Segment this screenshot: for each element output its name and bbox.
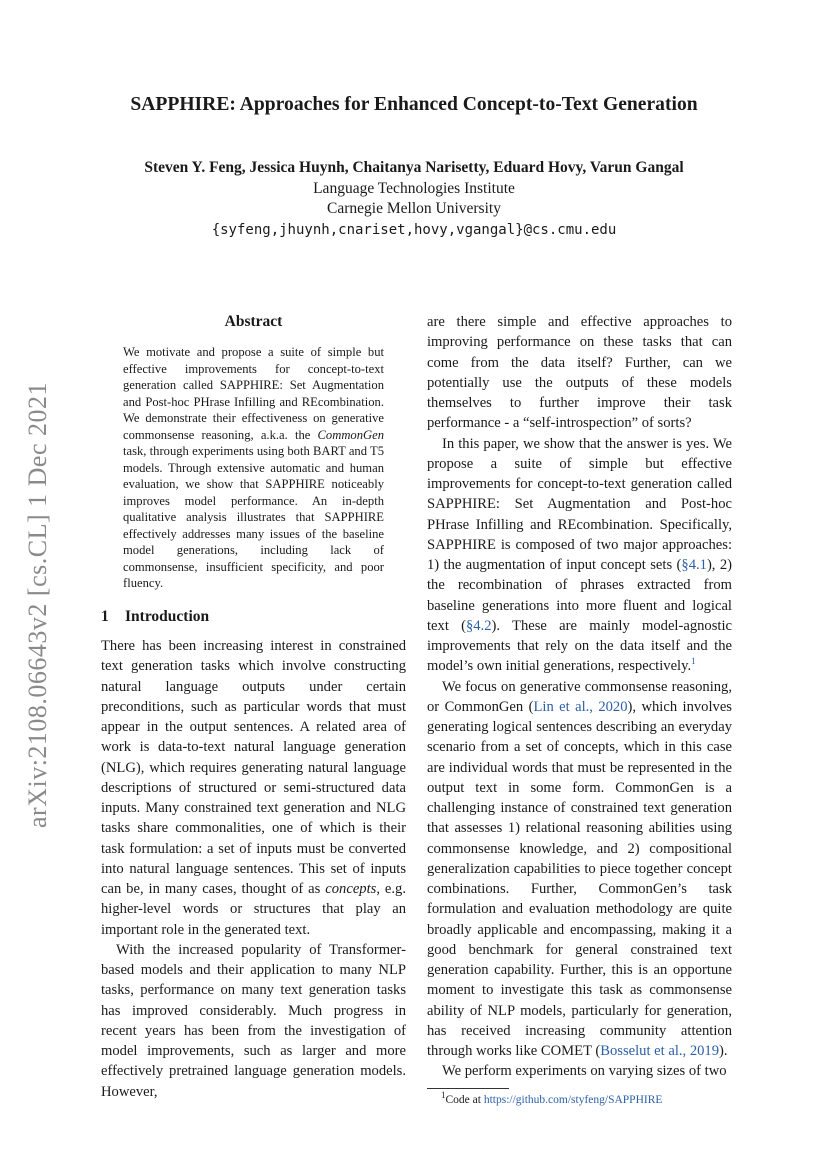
paragraph-text: ). These are mainly model-agnostic improvements that rely on the data itself and the model’s own initial generations, respectively. bbox=[427, 617, 732, 675]
abstract-text-part: task, through experiments using both BART and T5 models. Through extensive automatic and human evaluation, we show that SAPPHIRE noticeably improves model performance. An in-depth qualitative analysis illustrates that SAPPHIRE effectively addresses many issues of the baseline model generations, including lack of commonsense, insufficient specificity, and poor fluency. bbox=[123, 444, 384, 591]
arxiv-identifier-stamp bbox=[13, 376, 63, 834]
section-title: Introduction bbox=[125, 607, 210, 625]
intro-paragraph-2: With the increased popularity of Transformer-based models and their application to many NLP tasks, performance on many text generation tasks has improved considerably. Much progress in recent years has been from the investigation of model improvements, such as larger and more effectively pretrained language generation models. However, bbox=[101, 941, 406, 1100]
intro-paragraph-3 bbox=[427, 434, 732, 677]
intro-paragraph-4 bbox=[427, 677, 732, 1062]
right-column bbox=[427, 312, 732, 1107]
paragraph-text: ), 2) the recombination of phrases extracted from baseline generations into more fluent and logical text ( bbox=[427, 557, 732, 634]
abstract-text bbox=[123, 344, 384, 592]
paragraph-text: We focus on generative commonsense reasoning, or CommonGen ( bbox=[427, 678, 732, 715]
abstract-text-part: We motivate and propose a suite of simple but effective improvements for concept-to-text generation called SAPPHIRE: Set Augmentation and Post-hoc PHrase Infilling and REcombination. We demonstrate their effectiveness on generative commonsense reasoning, a.k.a. the bbox=[123, 345, 384, 442]
citation-lin-2020-link[interactable]: Lin et al., 2020 bbox=[533, 698, 628, 715]
paragraph-text: ), which involves generating logical sentences describing an everyday scenario from a set of concepts, which in this case are individual words that must be represented in the output text in some form. CommonGen is a challenging instance of constrained text generation that assesses 1) relational reasoning abilities using commonsense knowledge, and 2) compositional generalization capabilities to piece together concept combinations. Further, CommonGen’s task formulation and evaluation methodology are quite broadly applicable and encompassing, making it a good benchmark for general constrained text generation capability. Further, this is an opportune moment to investigate this task as commonsense ability of NLP models, particularly for generation, has received increasing community attention through works like COMET ( bbox=[427, 698, 732, 1059]
author-block bbox=[60, 158, 768, 240]
section-number: 1 bbox=[101, 607, 109, 625]
paragraph-text: ). bbox=[719, 1043, 728, 1059]
section-ref-4-2-link[interactable]: §4.2 bbox=[466, 617, 492, 634]
footnote-1 bbox=[427, 1089, 732, 1107]
paper-title: SAPPHIRE: Approaches for Enhanced Concept-to-Text Generation bbox=[130, 94, 698, 115]
left-column bbox=[101, 312, 406, 1102]
section-heading-introduction bbox=[101, 607, 406, 627]
author-email: {syfeng,jhuynh,cnariset,hovy,vgangal}@cs.cmu.edu bbox=[211, 221, 617, 238]
citation-bosselut-2019-link[interactable]: Bosselut et al., 2019 bbox=[600, 1043, 720, 1059]
author-institute: Language Technologies Institute bbox=[313, 179, 515, 197]
arxiv-identifier-text: arXiv:2108.06643v2 [cs.CL] 1 Dec 2021 bbox=[23, 382, 53, 828]
footnote-divider bbox=[427, 1088, 509, 1089]
author-university: Carnegie Mellon University bbox=[327, 200, 501, 217]
intro-paragraph-5: We perform experiments on varying sizes of two bbox=[442, 1063, 727, 1080]
paragraph-text: , e.g. higher-level words or structures that play an important role in the generated text. bbox=[101, 881, 406, 938]
footnote-text: Code at bbox=[445, 1093, 484, 1106]
paragraph-text: In this paper, we show that the answer is yes. We propose a suite of simple but effective improvements for concept-to-text generation called SAPPHIRE: Set Augmentation and Post-hoc PHrase Infilling and REcombination. Specifically, SAPPHIRE is composed of two major approaches: 1) the augmentation of input concept sets ( bbox=[427, 435, 732, 573]
footnote-code-link[interactable]: https://github.com/styfeng/SAPPHIRE bbox=[483, 1093, 663, 1106]
section-ref-4-1-link[interactable]: §4.1 bbox=[681, 557, 707, 573]
author-names: Steven Y. Feng, Jessica Huynh, Chaitanya Narisetty, Eduard Hovy, Varun Gangal bbox=[144, 159, 684, 176]
emphasis-text: concepts bbox=[325, 881, 377, 897]
abstract-task-name: CommonGen bbox=[317, 427, 384, 442]
paragraph-text: There has been increasing interest in constrained text generation tasks which involve constructing natural language outputs under certain preconditions, such as particular words that must appear in the output sentences. A related area of work is data-to-text natural language generation (NLG), which requires generating natural language descriptions of structured or semi-structured data inputs. Many constrained text generation and NLG tasks share commonalities, one of which is their task formulation: a set of inputs must be converted into natural language sentences. This set of inputs can be, in many cases, thought of as bbox=[101, 638, 406, 897]
intro-paragraph-1 bbox=[101, 636, 406, 940]
footnote-mark: 1 bbox=[441, 1089, 446, 1100]
abstract-heading: Abstract bbox=[224, 313, 283, 330]
intro-paragraph-2-continued: are there simple and effective approaches to improving performance on these tasks that can come from the data itself? Further, can we potentially use the outputs of these models themselves to further improve their task performance - a “self-introspection” of sorts? bbox=[427, 314, 732, 432]
footnote-1-marker[interactable]: 1 bbox=[691, 656, 696, 667]
